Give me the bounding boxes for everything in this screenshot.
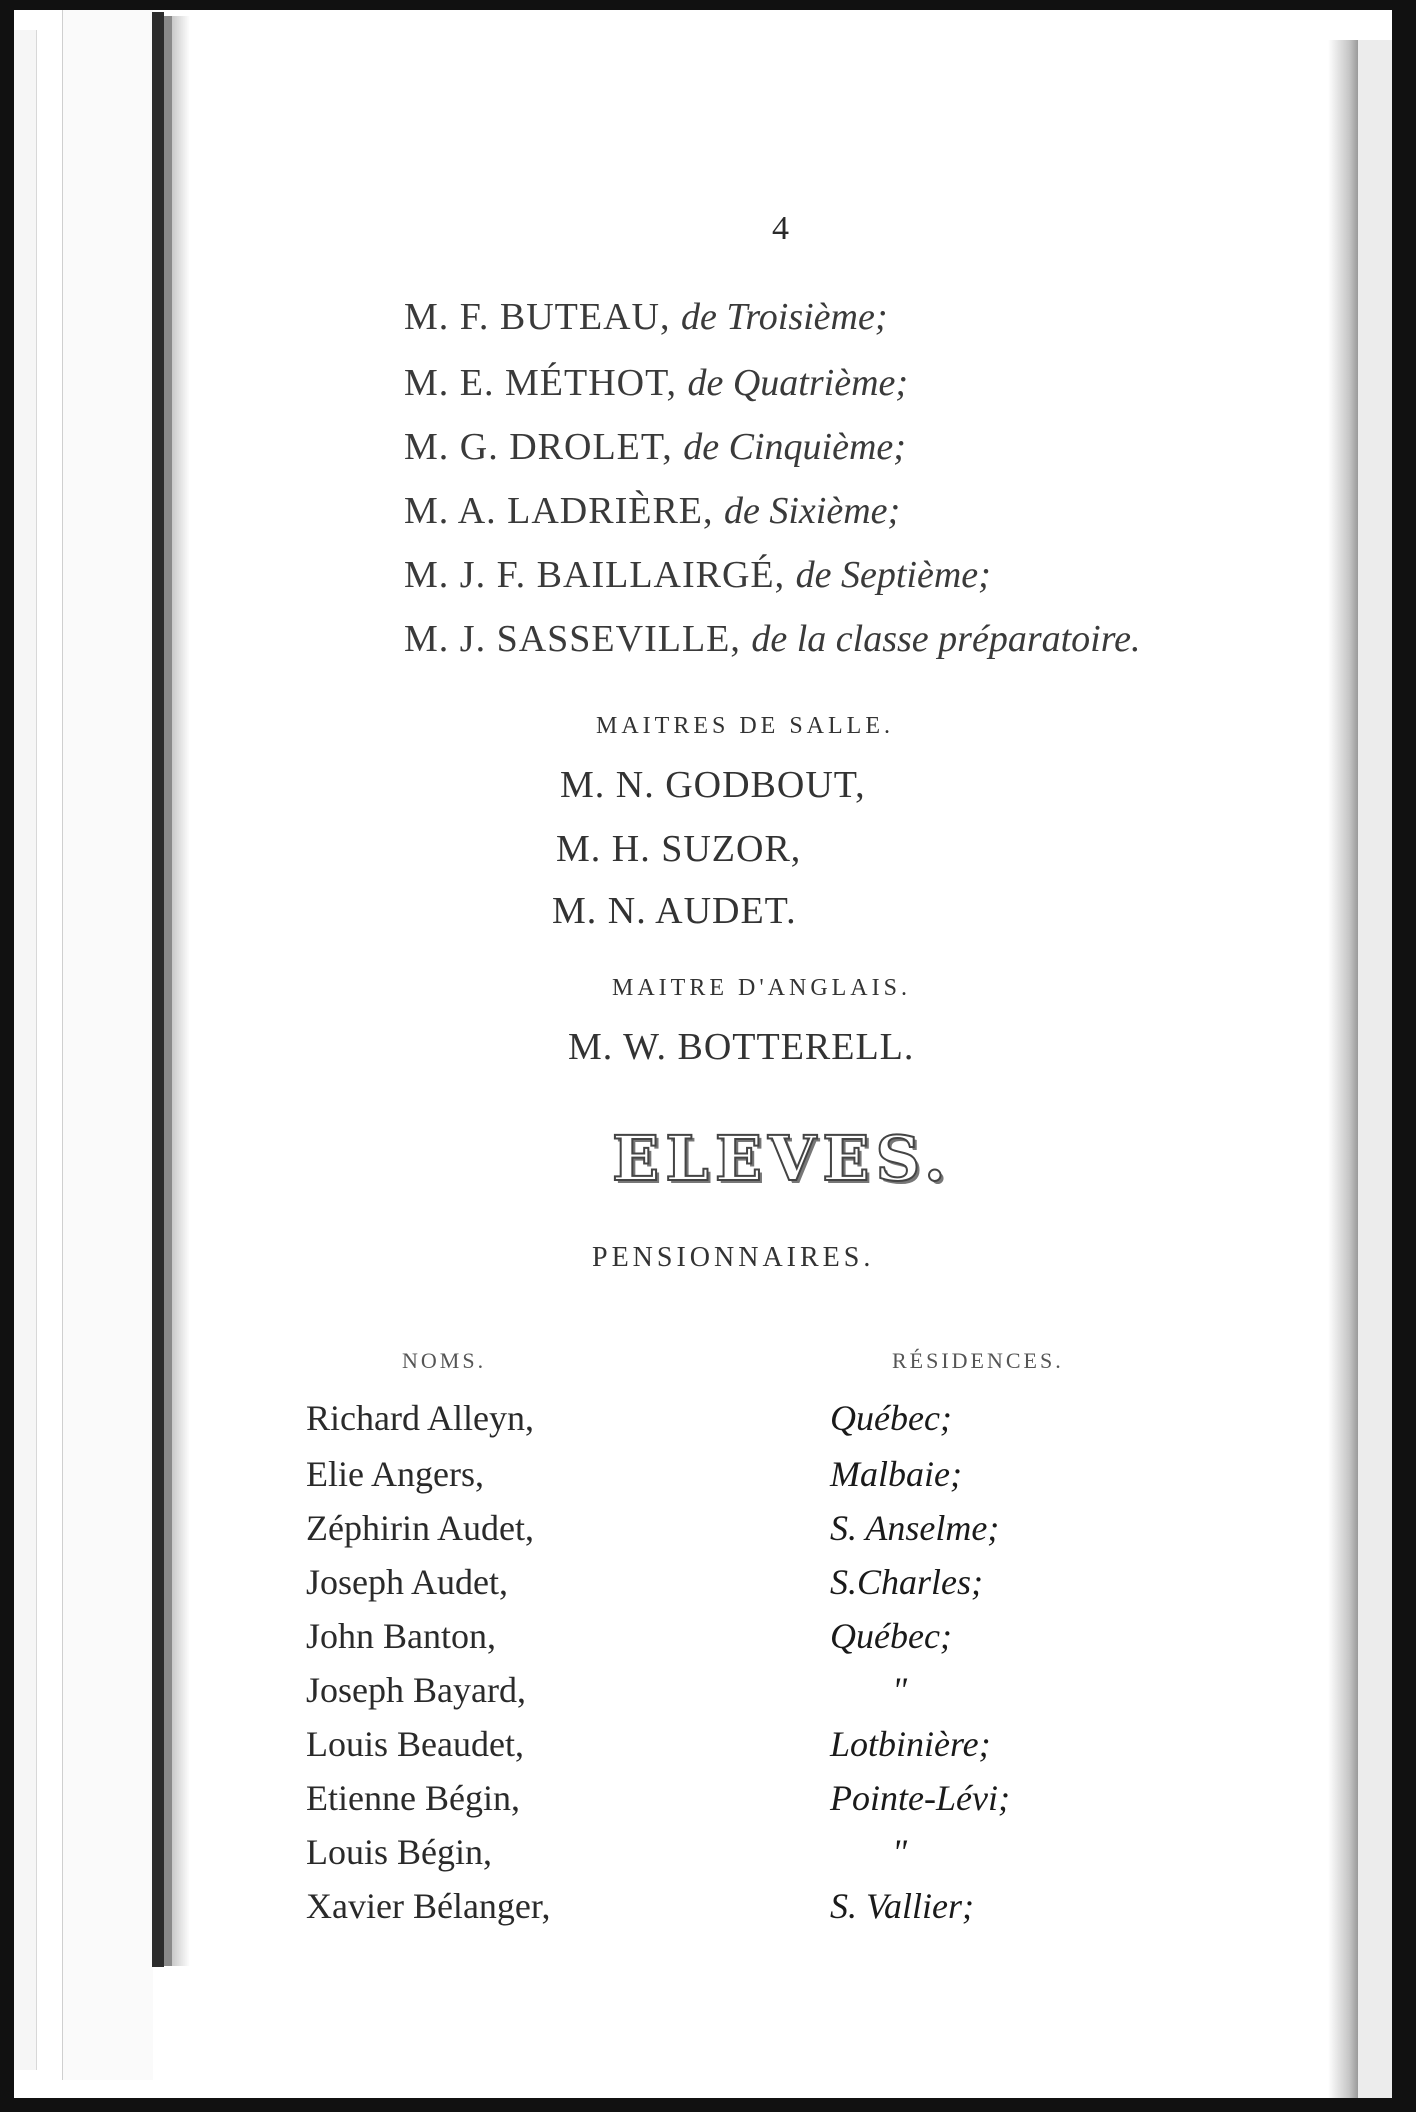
student-residence: Québec; (830, 1398, 952, 1438)
student-name: Louis Bégin, (306, 1832, 492, 1872)
student-residence: " (892, 1670, 908, 1710)
professor-name: M. J. F. BAILLAIRGÉ, (404, 554, 786, 596)
scan-border-right (1392, 0, 1416, 2112)
book-spine-highlight (172, 16, 190, 1966)
column-header-names: NOMS. (402, 1348, 487, 1373)
professor-role: de Troisième; (680, 296, 888, 338)
page-right-shadow (1328, 40, 1358, 2098)
back-page-edge (14, 30, 37, 2070)
book-spine-mid (164, 16, 172, 1966)
student-name: Xavier Bélanger, (306, 1886, 551, 1926)
maitre-anglais-name: M. W. BOTTERELL. (568, 1026, 915, 1068)
eleves-title: ELEVES. (612, 1122, 952, 1195)
student-residence: Lotbinière; (830, 1724, 991, 1764)
maitre-de-salle-name: M. H. SUZOR, (556, 828, 802, 870)
pensionnaires-heading: PENSIONNAIRES. (592, 1242, 875, 1273)
professor-name: M. J. SASSEVILLE, (404, 618, 741, 660)
scan-border-left (0, 0, 14, 2112)
student-residence: S.Charles; (830, 1562, 983, 1602)
professor-name: M. A. LADRIÈRE, (404, 490, 714, 532)
professor-line (404, 428, 906, 466)
professor-name: M. F. BUTEAU, (404, 296, 671, 338)
professor-role: de Cinquième; (683, 426, 906, 468)
back-page-edge-inner (62, 10, 153, 2080)
book-spine-shadow (152, 12, 164, 1967)
student-name: Elie Angers, (306, 1454, 484, 1494)
page-number: 4 (772, 210, 789, 247)
student-residence: S. Vallier; (830, 1886, 974, 1926)
student-residence: Pointe-Lévi; (830, 1778, 1010, 1818)
professor-line (404, 364, 908, 402)
column-header-residences: RÉSIDENCES. (892, 1348, 1064, 1373)
professor-role: de Quatrième; (687, 362, 909, 404)
student-residence: Québec; (830, 1616, 952, 1656)
student-name: Louis Beaudet, (306, 1724, 524, 1764)
scan-border-bottom (0, 2098, 1416, 2112)
professor-line (404, 492, 900, 530)
student-residence: S. Anselme; (830, 1508, 1000, 1548)
student-name: Zéphirin Audet, (306, 1508, 534, 1548)
professor-name: M. G. DROLET, (404, 426, 673, 468)
maitre-de-salle-name: M. N. GODBOUT, (560, 764, 866, 806)
student-residence: Malbaie; (830, 1454, 962, 1494)
student-name: Etienne Bégin, (306, 1778, 520, 1818)
professor-line (404, 620, 1140, 658)
professor-line (404, 556, 991, 594)
student-name: Joseph Audet, (306, 1562, 508, 1602)
professor-name: M. E. MÉTHOT, (404, 362, 677, 404)
maitres-de-salle-heading: MAITRES DE SALLE. (596, 713, 894, 739)
student-name: Joseph Bayard, (306, 1670, 526, 1710)
student-name: John Banton, (306, 1616, 497, 1656)
professor-role: de Sixième; (724, 490, 901, 532)
student-residence: " (892, 1832, 908, 1872)
maitre-de-salle-name: M. N. AUDET. (552, 890, 797, 932)
page-right-edge (1358, 40, 1392, 2098)
student-name: Richard Alleyn, (306, 1398, 534, 1438)
scan-border-top (0, 0, 1416, 10)
professor-line (404, 298, 888, 336)
professor-role: de Septième; (795, 554, 991, 596)
professor-role: de la classe préparatoire. (751, 618, 1141, 660)
maitre-anglais-heading: MAITRE D'ANGLAIS. (612, 975, 911, 1001)
